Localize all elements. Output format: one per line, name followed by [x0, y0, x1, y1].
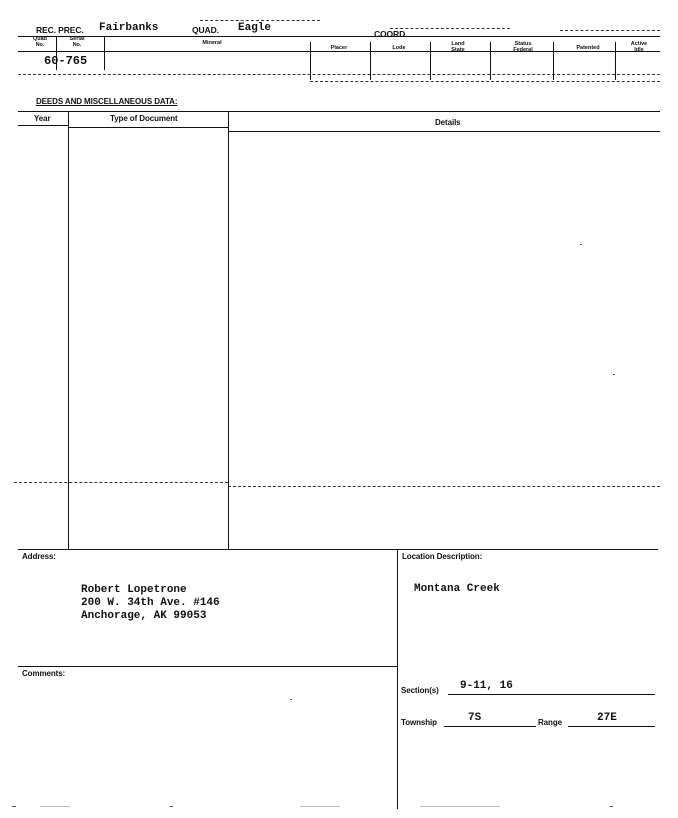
- scan-speck: [610, 806, 613, 807]
- deeds-mid-rule-right: [228, 486, 660, 487]
- header-rule-3: [18, 74, 660, 75]
- col-active-idle: Active Idle: [630, 41, 648, 53]
- header-divider-6: [490, 42, 491, 80]
- header-top-rule-right: [390, 28, 510, 29]
- header-divider-2: [104, 36, 105, 70]
- township-label: Township: [401, 718, 437, 727]
- scan-speck: [580, 244, 582, 245]
- range-label: Range: [538, 718, 562, 727]
- col-serial-no: Serial No.: [69, 36, 85, 48]
- col-mineral: Mineral: [202, 40, 222, 46]
- rec-prec-label: REC. PREC.: [36, 25, 84, 35]
- col-type-of-document: Type of Document: [110, 114, 178, 123]
- address-block: [81, 584, 220, 623]
- quad-value: Eagle: [238, 22, 272, 34]
- scan-speck: [12, 806, 16, 807]
- header-rule-1: [18, 36, 660, 37]
- address-label: Address:: [22, 552, 56, 561]
- township-value: 7S: [468, 712, 482, 724]
- rec-prec-value: Fairbanks: [99, 22, 159, 34]
- col-placer: Placer: [330, 45, 348, 51]
- scan-speck: [40, 806, 70, 807]
- deeds-header-rule-mid: [68, 127, 228, 128]
- sections-label: Section(s): [401, 686, 439, 695]
- col-patented: Patented: [576, 45, 600, 51]
- address-line-1: Robert Lopetrone: [81, 584, 187, 596]
- address-line-3: Anchorage, AK 99053: [81, 610, 207, 622]
- header-divider-8: [615, 42, 616, 80]
- location-description-label: Location Description:: [402, 552, 483, 561]
- township-underline: [444, 726, 536, 727]
- col-status-federal: Status Federal: [513, 41, 533, 53]
- header-top-rule: [200, 20, 320, 21]
- location-description-value: Montana Creek: [414, 583, 500, 595]
- header-divider-7: [553, 42, 554, 80]
- deeds-divider-year: [68, 111, 69, 549]
- coord-label: COORD.: [374, 29, 408, 39]
- deeds-section-title: DEEDS AND MISCELLANEOUS DATA:: [36, 97, 178, 106]
- deeds-top-rule: [18, 111, 660, 112]
- col-quad-no: Quad No.: [32, 36, 48, 48]
- address-line-2: 200 W. 34th Ave. #146: [81, 597, 220, 609]
- col-details: Details: [435, 118, 461, 127]
- quad-number-value: 60-765: [44, 54, 88, 68]
- deeds-header-rule-right: [228, 131, 660, 132]
- range-value: 27E: [597, 712, 617, 724]
- comments-label: Comments:: [22, 669, 66, 678]
- header-rule-4: [310, 81, 660, 82]
- scan-speck: [300, 806, 340, 807]
- deeds-mid-rule: [14, 482, 228, 483]
- scan-speck: [613, 374, 615, 375]
- address-top-rule: [18, 549, 398, 550]
- col-lode: Lode: [392, 45, 406, 51]
- address-location-divider: [397, 549, 398, 809]
- location-top-rule: [398, 549, 658, 550]
- comments-top-rule: [18, 666, 397, 667]
- scan-speck: [170, 806, 173, 807]
- col-land-state: Land State: [451, 41, 465, 53]
- col-year: Year: [34, 114, 51, 123]
- range-underline: [568, 726, 655, 727]
- sections-value: 9-11, 16: [460, 680, 513, 692]
- header-rule-2: [18, 51, 660, 52]
- header-divider-4: [370, 42, 371, 80]
- header-top-rule-far: [560, 30, 660, 31]
- sections-underline: [448, 694, 655, 695]
- deeds-header-rule: [18, 125, 68, 126]
- header-divider-5: [430, 42, 431, 80]
- header-divider-3: [310, 42, 311, 80]
- scan-speck: [290, 699, 292, 700]
- deeds-divider-type: [228, 111, 229, 549]
- quad-label: QUAD.: [192, 25, 219, 35]
- scan-speck: [420, 806, 500, 807]
